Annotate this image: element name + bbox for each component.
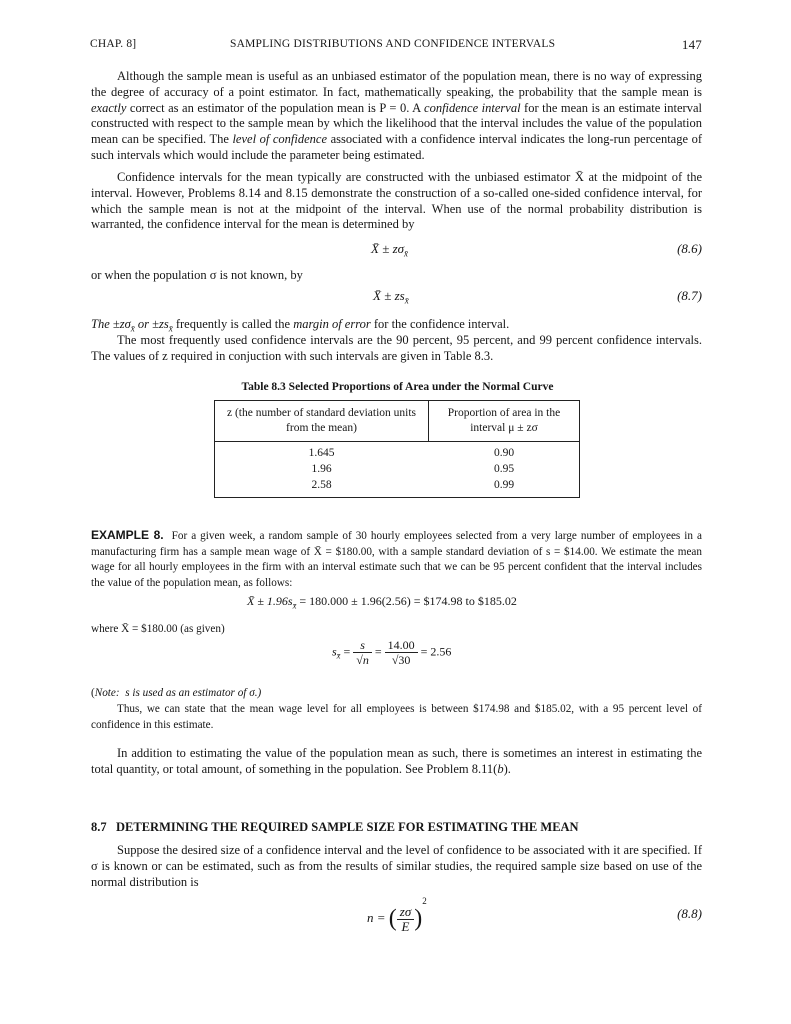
- header-title: SAMPLING DISTRIBUTIONS AND CONFIDENCE INTERVALS: [230, 38, 556, 50]
- example-calc-sub: x̄: [292, 600, 297, 611]
- paragraph-sigma-unknown: or when the population σ is not known, by: [91, 268, 303, 282]
- eq87-subscript: x̄: [404, 295, 409, 306]
- example-8-statement: [91, 528, 702, 591]
- eq87-expression: X̄ ± zs: [373, 288, 405, 303]
- eq86-subscript: x̄: [404, 248, 409, 259]
- paragraph-point-estimator: [91, 69, 702, 164]
- frac1-numerator: s: [353, 638, 372, 653]
- para1-term-confidence-interval: confidence interval: [424, 100, 521, 115]
- frac1-denominator: √n: [356, 653, 369, 667]
- para1-text-g: associated with a confidence interval indicates the long-run percentage of such intervals which would include the parameter being estimated.: [91, 132, 702, 162]
- section-heading-8-7: [91, 820, 579, 835]
- page-number: 147: [681, 37, 702, 52]
- table-caption: Table 8.3 Selected Proportions of Area under the Normal Curve: [241, 381, 554, 393]
- para1-text-c: correct as an estimator of the population mean is P = 0. A: [126, 100, 425, 115]
- paragraph-confidence-intervals: [91, 170, 702, 233]
- section-title: DETERMINING THE REQUIRED SAMPLE SIZE FOR ESTIMATING THE MEAN: [116, 820, 579, 834]
- example-conclusion: Thus, we can state that the mean wage level for all employees is between $174.98 and $185.02, with a 95 percent level of confidence in this estimate.: [91, 703, 702, 731]
- example-note: (Note: s is used as an estimator of σ.): [91, 687, 262, 699]
- eq88-fraction: [397, 905, 414, 934]
- example-calc-lhs: X̄ ± 1.96s: [247, 594, 293, 608]
- table-cell-z: 1.96: [311, 463, 332, 475]
- example-calc-rest: = 180.000 ± 1.96(2.56) = $174.98 to $185.02: [296, 594, 517, 608]
- paragraph-frequent-intervals: [91, 333, 702, 365]
- note-text: s is used as an estimator of σ.): [125, 687, 262, 699]
- equation-8-7: [373, 288, 409, 306]
- sx-result: = 2.56: [420, 644, 452, 659]
- equation-number-8-7: (8.7): [677, 288, 702, 303]
- equation-8-8: n = ( $\frac{z\sigma}{E}$ )$^2$: [367, 896, 427, 934]
- para1-term-level-of-confidence: level of confidence: [232, 132, 328, 147]
- table-cell-z: 2.58: [311, 479, 332, 491]
- para5-text-b: b: [497, 761, 504, 776]
- eq86-expression: X̄ ± zσ: [371, 241, 405, 256]
- fraction-s-over-root-n: [353, 638, 372, 667]
- para3-text-c: frequently is called the: [172, 317, 294, 331]
- paragraph-required-sample-size: [91, 843, 702, 890]
- frac2-numerator: 14.00: [385, 638, 418, 653]
- chapter-label: CHAP. 8]: [90, 38, 137, 50]
- para3-term-margin-of-error: margin of error: [293, 317, 371, 331]
- table-cell-proportion: 0.90: [493, 447, 515, 459]
- example-sx-formula: $s_{x̄}$ = $\frac{s}{√n}$ = $\frac{14.00}{√30}$ = 2.56: [332, 638, 452, 667]
- para2-text: Confidence intervals for the mean typically are constructed with the unbiased estimator X̄ at the midpoint of the interval. However, Problems 8.14 and 8.15 demonstrate the construction of a so-called one-sided confidence interval, for which the sample mean is not at the midpoint of the interval. When use of the normal probability distribution is warranted, the confidence interval for the mean is determined by: [91, 170, 702, 232]
- para1-emph-exactly: exactly: [91, 100, 127, 115]
- example-text: For a given week, a random sample of 30 hourly employees selected from a very large number of employees in a manufacturing firm has a sample mean wage of X̄ = $180.00, with a sample standard deviation of s = $14.00. We estimate the mean wage for all hourly employees in the firm with an interval estimate such that we can be 95 percent confident that the interval includes the value of the population mean, as follows:: [91, 530, 702, 589]
- table-header-divider: [215, 441, 579, 442]
- example-calculation: [247, 594, 517, 610]
- table-8-3: [214, 400, 580, 498]
- note-label: Note:: [94, 687, 120, 699]
- para3-text-e: for the confidence interval.: [370, 317, 510, 331]
- para3-sub1: x̄: [130, 323, 135, 334]
- table-cell-proportion: 0.99: [493, 479, 515, 491]
- para1-text-a: Although the sample mean is useful as an unbiased estimator of the population mean, there is no way of expressing the degree of accuracy of a point estimator. In fact, mathematically speaking, the probability that the sample mean is: [91, 69, 702, 99]
- sx-subscript: x̄: [336, 650, 341, 661]
- equation-number-8-6: (8.6): [677, 241, 702, 256]
- example-where: where X̄ = $180.00 (as given): [91, 623, 225, 635]
- para6-text: Suppose the desired size of a confidence interval and the level of confidence to be associated with it are specified. If σ is known or can be estimated, such as from the results of similar studies, the required sample size based on use of the normal distribution is: [91, 843, 702, 889]
- para3-zsigma: The ±zσ: [91, 317, 131, 331]
- eq88-lhs: n =: [367, 910, 386, 925]
- eq88-numerator: zσ: [397, 905, 414, 920]
- para5-text-c: ).: [503, 761, 511, 776]
- sx-symbol: s: [332, 644, 337, 659]
- para1-text-e: for the mean is an estimate interval constructed with respect to the sample mean by which the likelihood that the interval includes the value of the population mean can be specified. The: [91, 100, 702, 147]
- equation-number-8-8: (8.8): [677, 906, 702, 921]
- table-header-proportion: Proportion of area in the interval μ ± zσ: [447, 407, 561, 434]
- table-header-z: z (the number of standard deviation units from the mean): [226, 407, 417, 434]
- para4-text: The most frequently used confidence intervals are the 90 percent, 95 percent, and 99 percent confidence intervals. The values of z required in conjuction with such intervals are given in Table 8.3.: [91, 333, 702, 363]
- para3-zs: or ±zs: [134, 317, 169, 331]
- paragraph-total-quantity: [91, 746, 702, 778]
- table-cell-z: 1.645: [308, 447, 335, 459]
- para5-text-a: In addition to estimating the value of the population mean as such, there is sometimes an interest in estimating the total quantity, or total amount, of something in the population. See Problem 8.11(: [91, 746, 702, 776]
- table-cell-proportion: 0.95: [493, 463, 515, 475]
- running-header: [90, 38, 702, 54]
- fraction-14-over-root-30: [385, 638, 418, 667]
- equation-8-6: [371, 241, 408, 259]
- eq88-denominator: E: [401, 918, 410, 934]
- section-number: 8.7: [91, 820, 107, 834]
- para3-sub2: x̄: [168, 323, 173, 334]
- example-label: EXAMPLE 8.: [91, 528, 164, 542]
- eq88-exponent: 2: [422, 896, 427, 906]
- frac2-denominator: √30: [391, 653, 411, 667]
